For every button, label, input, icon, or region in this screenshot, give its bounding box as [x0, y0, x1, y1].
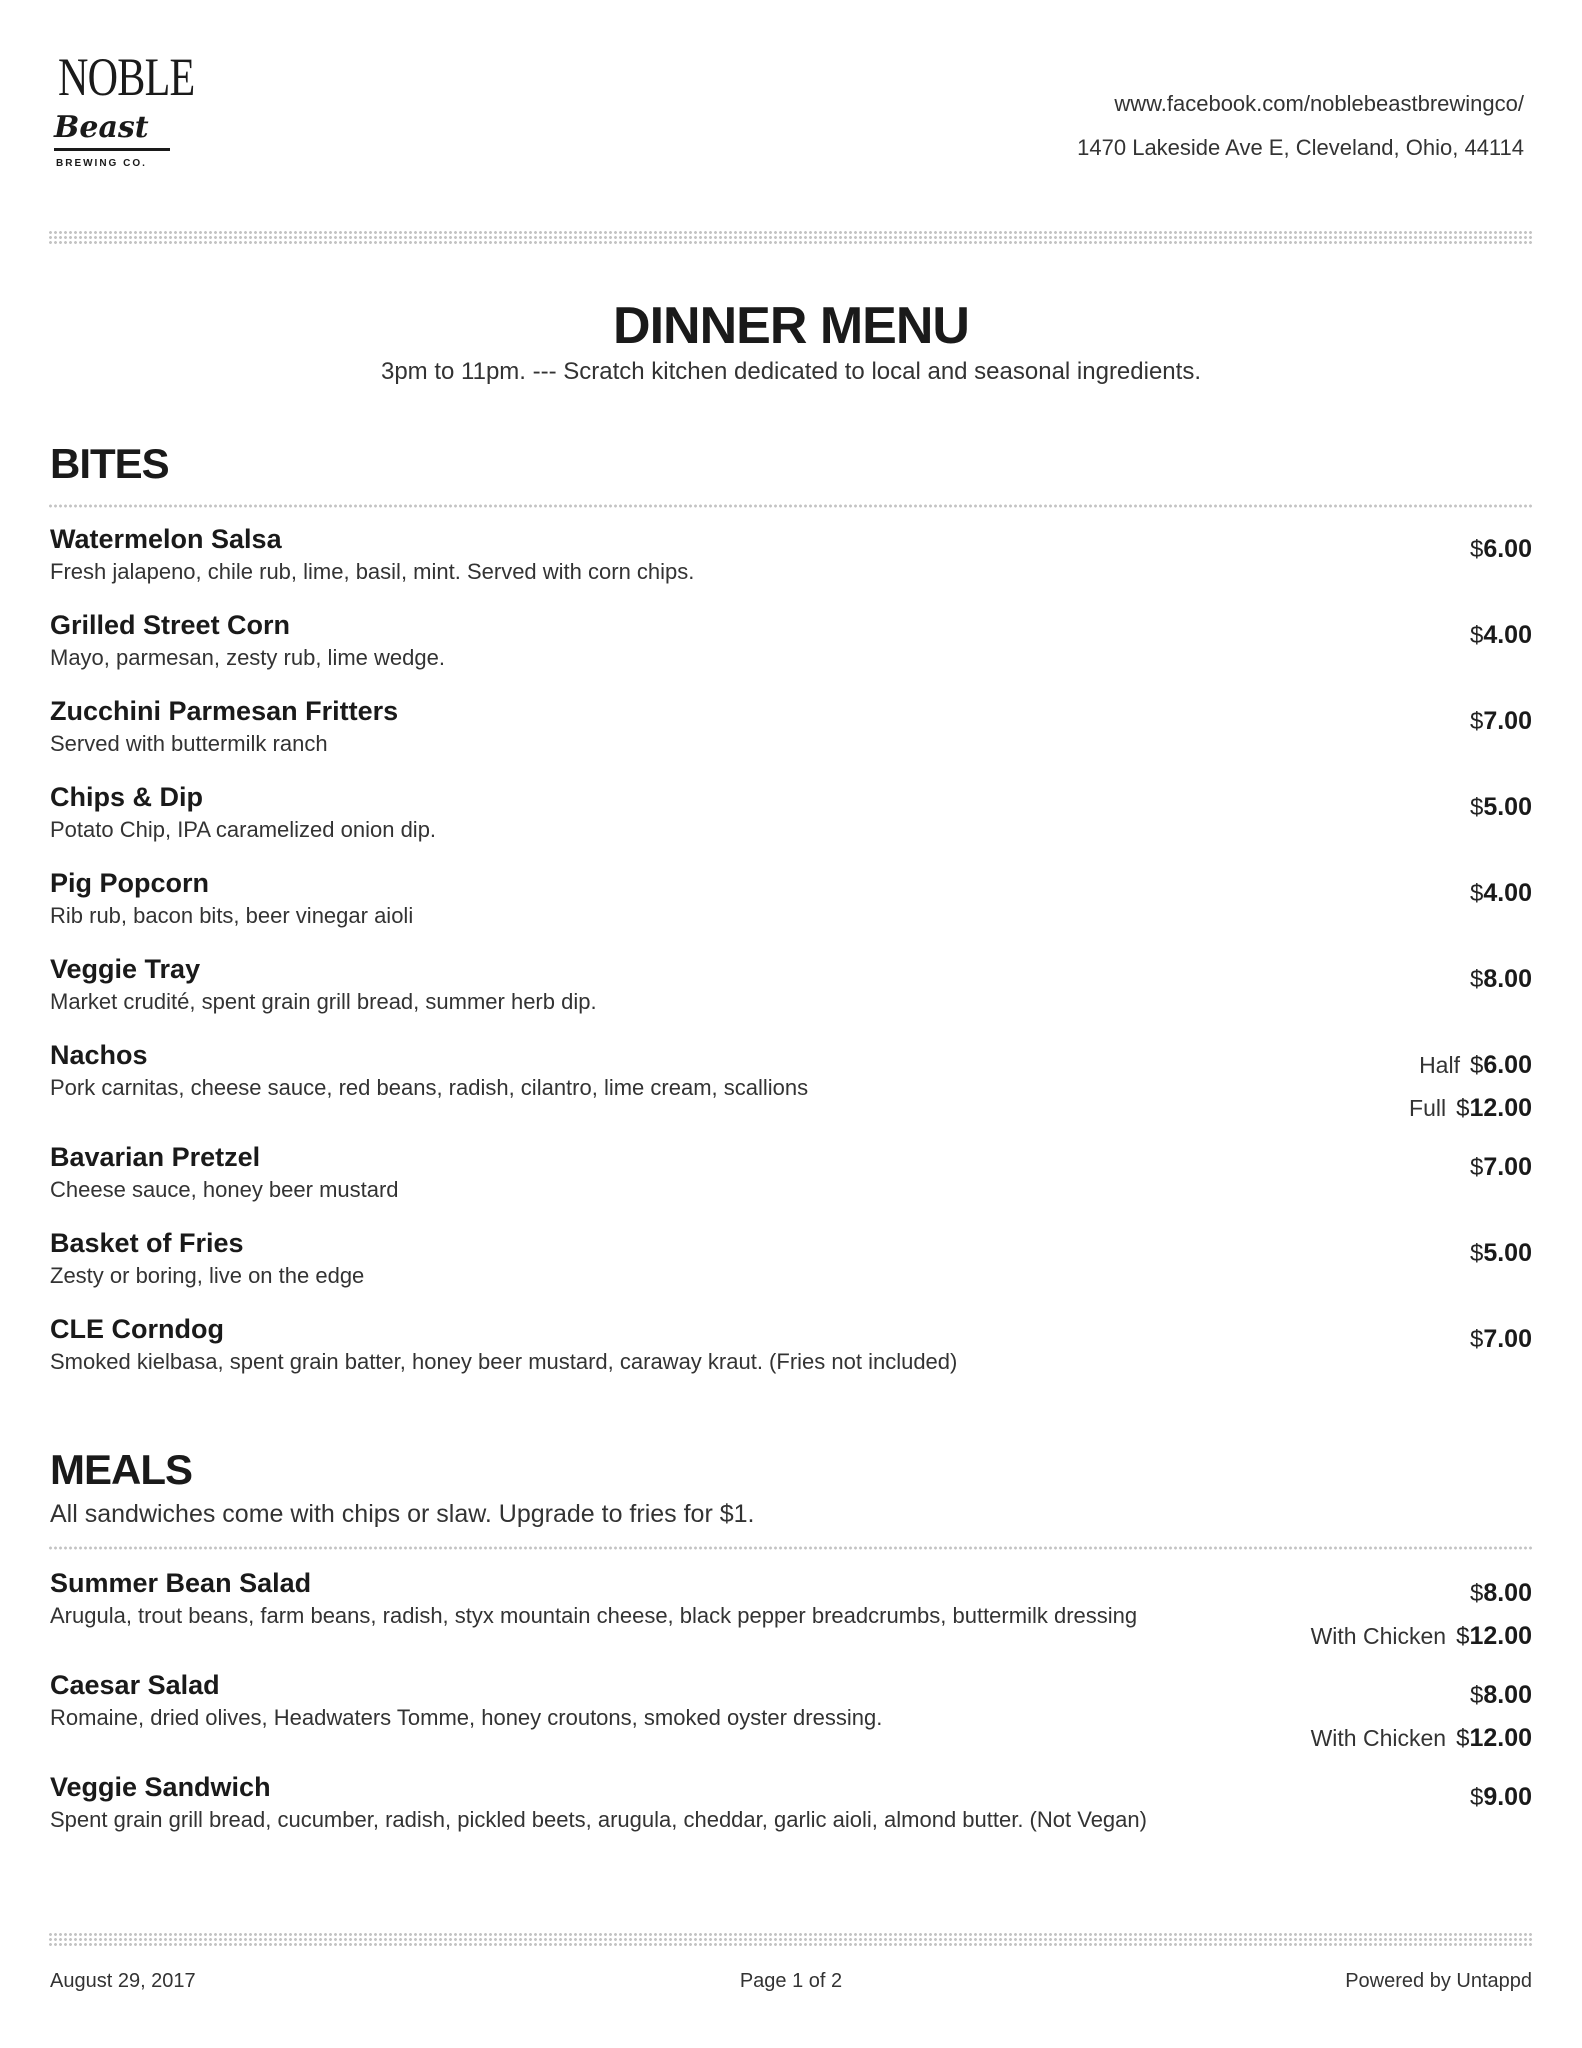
menu-item [50, 780, 1532, 846]
menu-item [50, 608, 1532, 674]
item-prices [1470, 786, 1532, 829]
item-description: Zesty or boring, live on the edge [50, 1263, 365, 1288]
menu-item [50, 1038, 1532, 1122]
price-row [1311, 1717, 1532, 1760]
item-description: Rib rub, bacon bits, beer vinegar aioli [50, 903, 414, 928]
price-label: Half [1419, 1052, 1460, 1078]
menu-item [50, 522, 1532, 588]
item-description: Spent grain grill bread, cucumber, radish, pickled beets, arugula, cheddar, garlic aioli, almond butter. (Not Vegan) [50, 1807, 1147, 1832]
item-name: Zucchini Parmesan Fritters [50, 696, 399, 726]
price-label: With Chicken [1310, 1725, 1447, 1751]
price-amount: 9.00 [1483, 1783, 1532, 1811]
logo-noble-text: NOBLE [58, 47, 195, 107]
item-description: Served with buttermilk ranch [50, 731, 328, 756]
brewery-logo [54, 47, 195, 182]
item-name: Basket of Fries [50, 1228, 244, 1258]
price-amount: 12.00 [1469, 1724, 1532, 1752]
item-prices [1470, 1776, 1532, 1819]
item-name: Veggie Sandwich [50, 1772, 271, 1802]
price-row [1470, 1232, 1532, 1275]
menu-item [50, 1566, 1532, 1650]
menu-item [50, 694, 1532, 760]
item-description: Fresh jalapeno, chile rub, lime, basil, mint. Served with corn chips. [50, 559, 695, 584]
logo-beast-text: Beast [54, 110, 149, 145]
item-name: Grilled Street Corn [50, 610, 291, 640]
bites-divider [48, 503, 1532, 509]
item-prices [1470, 614, 1532, 657]
meals-divider [48, 1545, 1532, 1551]
price-row [1470, 700, 1532, 743]
currency-symbol: $ [1456, 1095, 1470, 1122]
currency-symbol: $ [1469, 880, 1484, 907]
item-prices [1470, 958, 1532, 1001]
price-row [1470, 528, 1532, 571]
item-prices [1470, 872, 1532, 915]
item-description: Arugula, trout beans, farm beans, radish, styx mountain cheese, black pepper breadcrumbs, buttermilk dressing [50, 1603, 1138, 1628]
footer-powered-by: Powered by Untappd [1345, 1970, 1532, 1992]
price-amount: 8.00 [1483, 1681, 1532, 1709]
currency-symbol: $ [1469, 1052, 1484, 1079]
item-prices [1470, 1318, 1532, 1361]
currency-symbol: $ [1469, 1580, 1484, 1607]
menu-item [50, 1226, 1532, 1292]
page-title: DINNER MENU [613, 297, 969, 355]
price-amount: 7.00 [1483, 1325, 1532, 1353]
price-amount: 8.00 [1483, 1579, 1532, 1607]
item-name: Chips & Dip [50, 782, 203, 812]
item-name: CLE Corndog [50, 1314, 224, 1344]
price-row [1470, 786, 1532, 829]
currency-symbol: $ [1469, 708, 1484, 735]
currency-symbol: $ [1469, 536, 1484, 563]
currency-symbol: $ [1469, 1682, 1484, 1709]
contact-block [1077, 82, 1524, 170]
price-amount: 4.00 [1483, 879, 1532, 907]
footer-date: August 29, 2017 [50, 1970, 196, 1992]
price-row [1470, 614, 1532, 657]
currency-symbol: $ [1469, 966, 1484, 993]
price-amount: 7.00 [1483, 1153, 1532, 1181]
item-name: Summer Bean Salad [50, 1568, 312, 1598]
menu-item [50, 952, 1532, 1018]
item-prices [1311, 1572, 1532, 1658]
currency-symbol: $ [1469, 1154, 1484, 1181]
price-amount: 6.00 [1483, 535, 1532, 563]
price-amount: 12.00 [1469, 1622, 1532, 1650]
price-row [1470, 1776, 1532, 1819]
section-title-meals: MEALS [50, 1446, 192, 1493]
price-amount: 6.00 [1483, 1051, 1532, 1079]
currency-symbol: $ [1469, 1326, 1484, 1353]
item-name: Pig Popcorn [50, 868, 210, 898]
menu-item [50, 1140, 1532, 1206]
price-row [1311, 1615, 1532, 1658]
menu-item [50, 1312, 1532, 1378]
item-description: Pork carnitas, cheese sauce, red beans, radish, cilantro, lime cream, scallions [50, 1075, 809, 1100]
price-amount: 12.00 [1469, 1094, 1532, 1122]
price-row [1470, 958, 1532, 1001]
menu-item [50, 1668, 1532, 1752]
item-name: Veggie Tray [50, 954, 201, 984]
currency-symbol: $ [1469, 1784, 1484, 1811]
item-description: Smoked kielbasa, spent grain batter, honey beer mustard, caraway kraut. (Fries not included) [50, 1349, 958, 1374]
currency-symbol: $ [1469, 794, 1484, 821]
address-text: 1470 Lakeside Ave E, Cleveland, Ohio, 44114 [1077, 135, 1524, 160]
price-row [1470, 1146, 1532, 1189]
item-name: Nachos [50, 1040, 148, 1070]
website-link[interactable]: www.facebook.com/noblebeastbrewingco/ [1114, 91, 1524, 116]
footer-divider [48, 1932, 1532, 1946]
price-amount: 8.00 [1483, 965, 1532, 993]
price-row [1409, 1087, 1532, 1130]
item-prices [1311, 1674, 1532, 1760]
footer-page-number: Page 1 of 2 [739, 1970, 843, 1992]
price-label: With Chicken [1310, 1623, 1447, 1649]
header-divider [48, 230, 1532, 244]
item-prices [1470, 1232, 1532, 1275]
price-amount: 4.00 [1483, 621, 1532, 649]
price-row [1470, 872, 1532, 915]
currency-symbol: $ [1456, 1725, 1470, 1752]
item-prices [1470, 1146, 1532, 1189]
price-row [1409, 1044, 1532, 1087]
page-subtitle: 3pm to 11pm. --- Scratch kitchen dedicated to local and seasonal ingredients. [380, 358, 1201, 385]
logo-underline [54, 148, 170, 151]
menu-item [50, 1770, 1532, 1836]
logo-brewing-text: BREWING CO. [56, 158, 147, 169]
item-name: Caesar Salad [50, 1670, 220, 1700]
item-prices [1470, 528, 1532, 571]
currency-symbol: $ [1456, 1623, 1470, 1650]
item-description: Market crudité, spent grain grill bread, summer herb dip. [50, 989, 597, 1014]
price-row [1311, 1674, 1532, 1717]
item-description: Cheese sauce, honey beer mustard [50, 1177, 399, 1202]
price-amount: 5.00 [1483, 793, 1532, 821]
item-prices [1409, 1044, 1532, 1130]
currency-symbol: $ [1469, 622, 1484, 649]
price-row [1470, 1318, 1532, 1361]
menu-item [50, 866, 1532, 932]
price-amount: 7.00 [1483, 707, 1532, 735]
item-description: Mayo, parmesan, zesty rub, lime wedge. [50, 645, 445, 670]
price-label: Full [1409, 1095, 1447, 1121]
item-name: Watermelon Salsa [50, 524, 282, 554]
price-row [1311, 1572, 1532, 1615]
price-amount: 5.00 [1483, 1239, 1532, 1267]
meals-note: All sandwiches come with chips or slaw. Upgrade to fries for $1. [50, 1500, 755, 1528]
item-prices [1470, 700, 1532, 743]
currency-symbol: $ [1469, 1240, 1484, 1267]
item-name: Bavarian Pretzel [50, 1142, 261, 1172]
item-description: Romaine, dried olives, Headwaters Tomme, honey croutons, smoked oyster dressing. [50, 1705, 883, 1730]
section-title-bites: BITES [50, 440, 169, 487]
item-description: Potato Chip, IPA caramelized onion dip. [50, 817, 437, 842]
